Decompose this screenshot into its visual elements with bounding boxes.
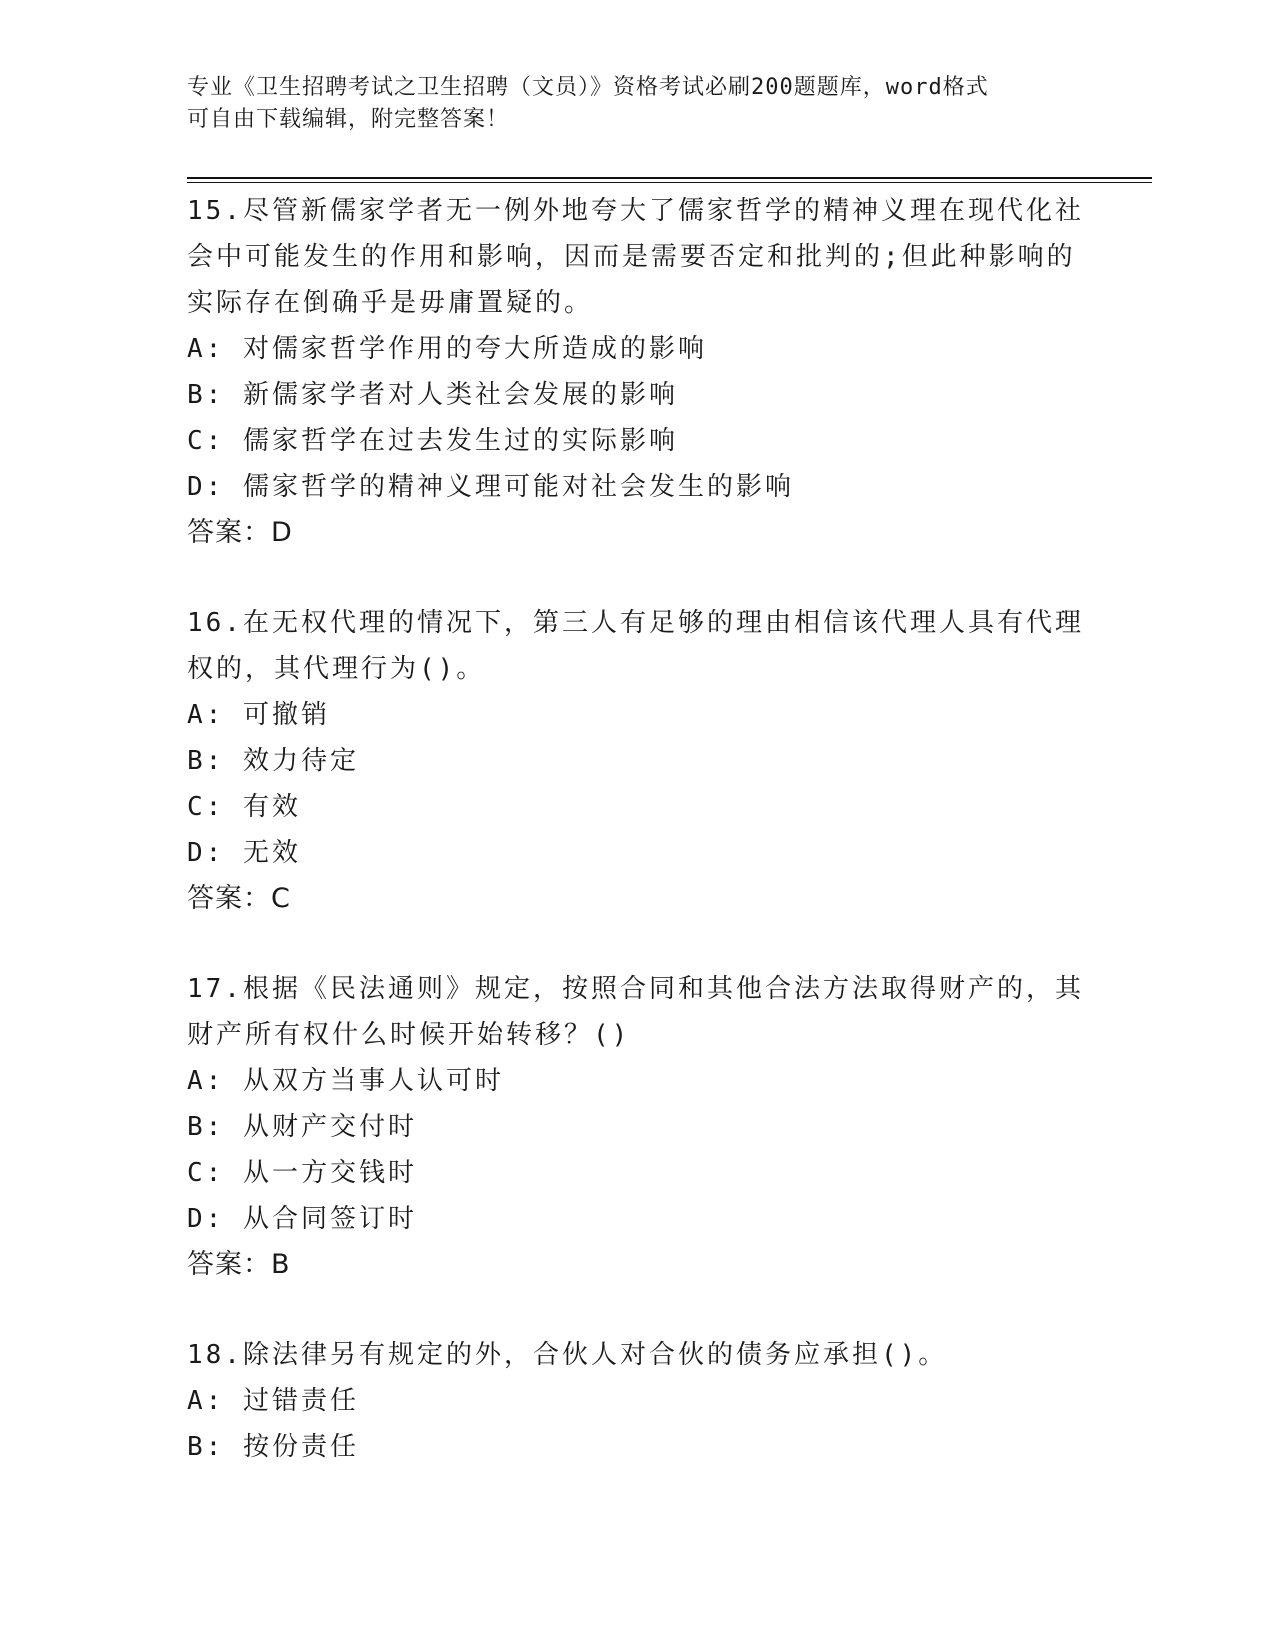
question-15 (187, 188, 1087, 556)
answer-line: 答案：D (187, 517, 293, 548)
option-b: B: 新儒家学者对人类社会发展的影响 (187, 380, 678, 410)
option-a: A: 可撤销 (187, 700, 330, 730)
question-stem-line: 17.根据《民法通则》规定，按照合同和其他合法方法取得财产的，其 (187, 974, 1084, 1004)
question-list (187, 188, 1087, 1514)
answer-line: 答案：C (187, 883, 291, 914)
option-b: B: 从财产交付时 (187, 1112, 417, 1142)
option-d: D: 无效 (187, 838, 301, 868)
header-line: 可自由下载编辑，附完整答案！ (187, 107, 510, 132)
question-stem-line: 财产所有权什么时候开始转移？() (187, 1020, 631, 1050)
question-stem-line: 15.尽管新儒家学者无一例外地夸大了儒家哲学的精神义理在现代化社 (187, 196, 1084, 226)
option-b: B: 按份责任 (187, 1432, 359, 1462)
option-a: A: 对儒家哲学作用的夸大所造成的影响 (187, 334, 707, 364)
header-divider-thick (187, 177, 1152, 179)
question-18 (187, 1332, 1087, 1470)
question-stem-line: 18.除法律另有规定的外，合伙人对合伙的债务应承担()。 (187, 1340, 948, 1370)
option-c: C: 从一方交钱时 (187, 1158, 417, 1188)
header-divider-thin (187, 182, 1152, 183)
document-header (187, 72, 1067, 136)
question-stem-line: 16.在无权代理的情况下，第三人有足够的理由相信该代理人具有代理 (187, 608, 1084, 638)
option-c: C: 儒家哲学在过去发生过的实际影响 (187, 426, 678, 456)
question-stem-line: 实际存在倒确乎是毋庸置疑的。 (187, 288, 594, 318)
header-line: 专业《卫生招聘考试之卫生招聘（文员）》资格考试必刷200题题库，word格式 (187, 75, 989, 100)
answer-line: 答案：B (187, 1249, 291, 1280)
question-stem-line: 会中可能发生的作用和影响，因而是需要否定和批判的;但此种影响的 (187, 242, 1076, 272)
option-c: C: 有效 (187, 792, 301, 822)
question-17 (187, 966, 1087, 1288)
question-16 (187, 600, 1087, 922)
option-b: B: 效力待定 (187, 746, 359, 776)
option-a: A: 过错责任 (187, 1386, 359, 1416)
option-d: D: 从合同签订时 (187, 1204, 417, 1234)
option-d: D: 儒家哲学的精神义理可能对社会发生的影响 (187, 472, 794, 502)
question-stem-line: 权的，其代理行为()。 (187, 654, 486, 684)
option-a: A: 从双方当事人认可时 (187, 1066, 504, 1096)
